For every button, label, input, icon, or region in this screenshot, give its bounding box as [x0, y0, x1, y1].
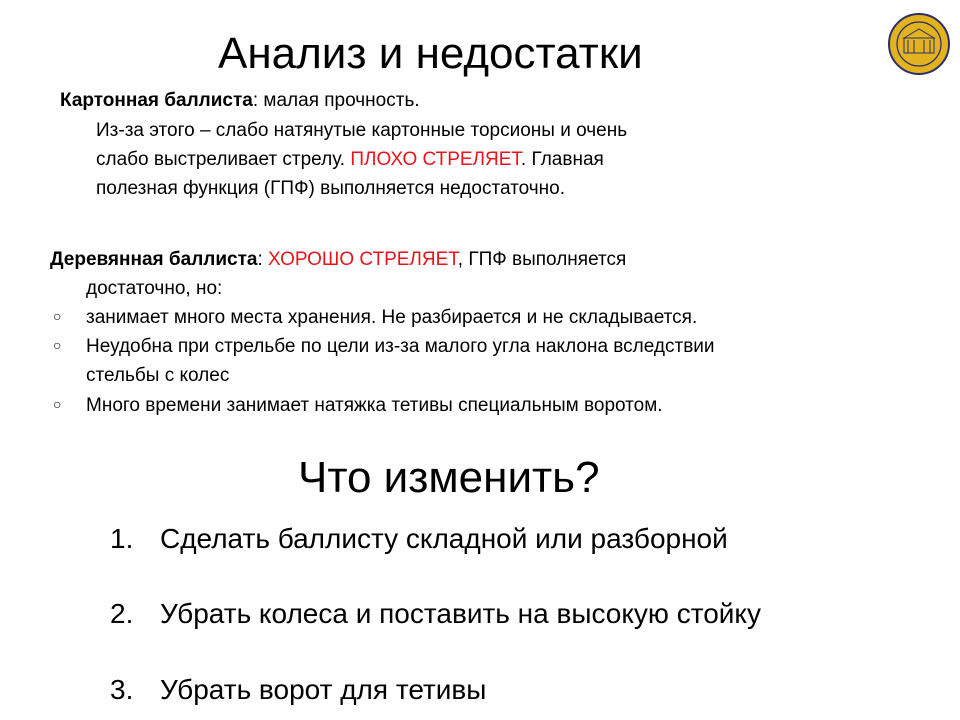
slide-title: Анализ и недостатки — [218, 29, 643, 78]
change-text: Убрать колеса и поставить на высокую стойку — [160, 598, 761, 629]
cardboard-line-2b: . Главная — [520, 149, 604, 170]
wooden-rest: , ГПФ выполняется — [457, 249, 627, 270]
bullet-marker: ○ — [53, 337, 62, 353]
bullet-marker: ○ — [53, 396, 62, 412]
change-item-3 — [110, 673, 487, 707]
cardboard-line-2a: слабо выстреливает стрелу. — [96, 149, 351, 170]
good-shooting-highlight: ХОРОШО СТРЕЛЯЕТ — [268, 249, 458, 270]
change-item-1 — [110, 522, 728, 556]
subtitle: Что изменить? — [298, 453, 600, 502]
wooden-sep: : — [257, 249, 269, 270]
change-number: 3. — [110, 674, 134, 705]
change-item-2 — [110, 597, 761, 631]
cardboard-summary: малая прочность. — [263, 90, 420, 111]
wooden-bullet-3: Много времени занимает натяжка тетивы специальным воротом. — [86, 395, 663, 416]
wooden-continuation: достаточно, но: — [86, 278, 223, 299]
cardboard-line-1: Из-за этого – слабо натянутые картонные торсионы и очень — [96, 120, 628, 141]
wooden-bullet-1: занимает много места хранения. Не разбирается и не складывается. — [86, 307, 698, 328]
cardboard-sep: : — [252, 90, 264, 111]
bullet-marker: ○ — [53, 308, 62, 324]
change-number: 2. — [110, 598, 134, 629]
change-text: Убрать ворот для тетивы — [160, 674, 487, 705]
wooden-bullet-2-cont: стельбы с колес — [86, 365, 230, 386]
bad-shooting-highlight: ПЛОХО СТРЕЛЯЕТ — [350, 149, 521, 170]
wooden-heading — [50, 245, 626, 274]
cardboard-line-2 — [96, 145, 604, 174]
cardboard-line-3: полезная функция (ГПФ) выполняется недостаточно. — [96, 178, 565, 199]
change-text: Сделать баллисту складной или разборной — [160, 523, 728, 554]
wooden-label: Деревянная баллиста — [50, 249, 258, 270]
university-seal-icon — [888, 13, 950, 75]
cardboard-label: Картонная баллиста — [60, 90, 253, 111]
change-number: 1. — [110, 523, 134, 554]
cardboard-heading — [60, 86, 420, 115]
wooden-bullet-2: Неудобна при стрельбе по цели из-за малого угла наклона вследствии — [86, 336, 715, 357]
